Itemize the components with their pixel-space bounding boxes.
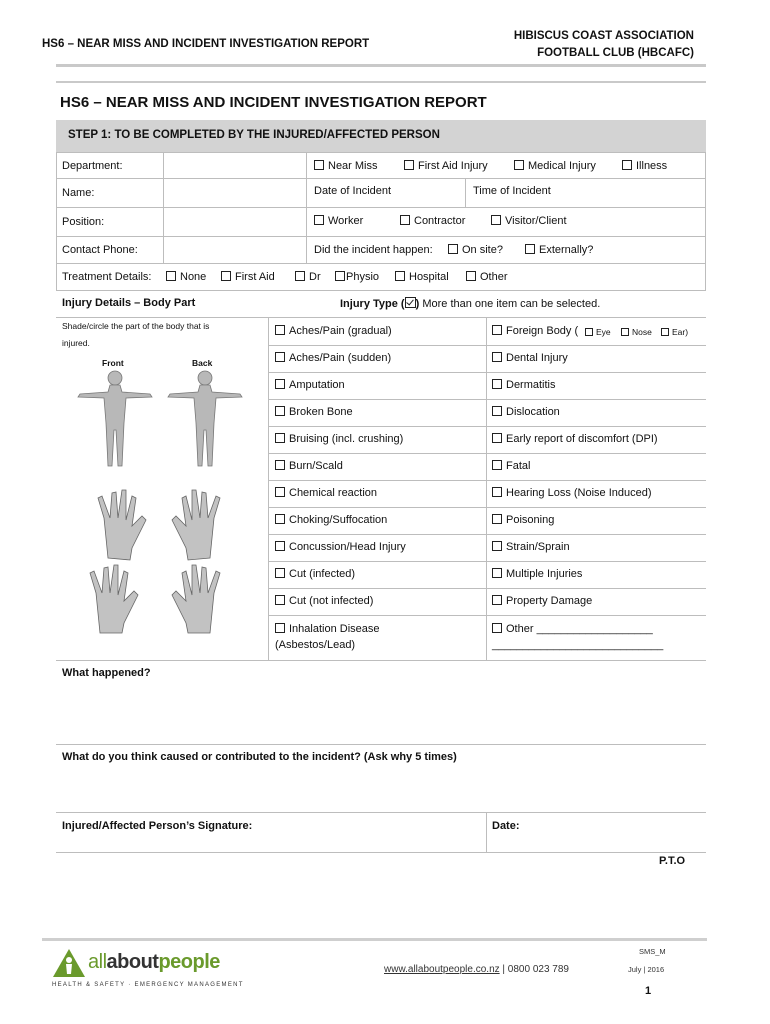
checkbox-icon bbox=[314, 160, 324, 170]
right-injury-3-checkbox[interactable]: Dislocation bbox=[492, 406, 560, 418]
footer-rule bbox=[42, 938, 707, 941]
checkbox-icon bbox=[275, 406, 285, 416]
position-field[interactable] bbox=[164, 208, 305, 235]
left-injury-1-checkbox[interactable]: Aches/Pain (sudden) bbox=[275, 352, 391, 364]
checkbox-icon bbox=[275, 325, 285, 335]
checkbox-icon bbox=[275, 595, 285, 605]
name-label: Name: bbox=[62, 187, 95, 199]
pto-label: P.T.O bbox=[659, 855, 686, 867]
treatment-none-checkbox[interactable]: None bbox=[166, 271, 206, 283]
signature-field[interactable] bbox=[280, 814, 484, 850]
checkbox-icon bbox=[492, 325, 502, 335]
externally-checkbox[interactable]: Externally? bbox=[525, 244, 593, 256]
foreign-body-nose-checkbox[interactable]: Nose bbox=[621, 327, 652, 337]
front-body-figure bbox=[78, 371, 152, 466]
medical-injury-checkbox[interactable]: Medical Injury bbox=[514, 160, 596, 172]
first-aid-injury-checkbox[interactable]: First Aid Injury bbox=[404, 160, 488, 172]
checkbox-icon bbox=[492, 406, 502, 416]
checkbox-icon bbox=[621, 328, 629, 336]
checkbox-icon bbox=[275, 433, 285, 443]
worker-checkbox[interactable]: Worker bbox=[314, 215, 363, 227]
checkbox-icon bbox=[275, 487, 285, 497]
header-rule bbox=[56, 64, 706, 67]
checkbox-icon bbox=[492, 568, 502, 578]
footer-doc-code: SMS_M bbox=[639, 947, 666, 956]
right-injury-11-checkbox[interactable]: Other ___________________ bbox=[492, 623, 653, 635]
treatment-first-aid-checkbox[interactable]: First Aid bbox=[221, 271, 275, 283]
cause-label: What do you think caused or contributed to the incident? (Ask why 5 times) bbox=[62, 751, 457, 763]
signature-label: Injured/Affected Person’s Signature: bbox=[62, 820, 253, 832]
injury-type-heading: Injury Type ( ) More than one item can be selected. bbox=[340, 298, 601, 310]
what-happened-field[interactable] bbox=[58, 684, 704, 742]
left-injury-10-checkbox[interactable]: Cut (not infected) bbox=[275, 595, 373, 607]
left-injury-8-checkbox[interactable]: Concussion/Head Injury bbox=[275, 541, 406, 553]
treatment-physio-checkbox[interactable]: Physio bbox=[335, 271, 379, 283]
checkbox-icon bbox=[275, 352, 285, 362]
injury-instruction-2: injured. bbox=[62, 338, 90, 348]
page-number: 1 bbox=[645, 985, 652, 997]
left-injury-4-checkbox[interactable]: Bruising (incl. crushing) bbox=[275, 433, 403, 445]
date-of-incident-label: Date of Incident bbox=[314, 185, 392, 197]
right-injury-10-checkbox[interactable]: Property Damage bbox=[492, 595, 592, 607]
checkbox-icon bbox=[525, 244, 535, 254]
left-injury-7-checkbox[interactable]: Choking/Suffocation bbox=[275, 514, 387, 526]
checkbox-icon bbox=[166, 271, 176, 281]
checkbox-icon bbox=[400, 215, 410, 225]
checkbox-icon bbox=[221, 271, 231, 281]
date-field[interactable] bbox=[530, 814, 704, 850]
checkbox-icon bbox=[275, 460, 285, 470]
header-rule-2 bbox=[56, 81, 706, 83]
right-injury-9-checkbox[interactable]: Multiple Injuries bbox=[492, 568, 582, 580]
contractor-checkbox[interactable]: Contractor bbox=[400, 215, 465, 227]
left-injury-continuation: (Asbestos/Lead) bbox=[275, 639, 356, 651]
foreign-body-ear-checkbox[interactable]: Ear) bbox=[661, 327, 688, 337]
did-incident-happen-label: Did the incident happen: bbox=[314, 244, 433, 256]
near-miss-checkbox[interactable]: Near Miss bbox=[314, 160, 378, 172]
right-injury-continuation: ____________________________ bbox=[492, 639, 664, 651]
checkbox-icon bbox=[275, 541, 285, 551]
footer-tagline: HEALTH & SAFETY · EMERGENCY MANAGEMENT bbox=[52, 982, 244, 988]
footer-contact: www.allaboutpeople.co.nz | 0800 023 789 bbox=[384, 964, 569, 975]
header-organisation: HIBISCUS COAST ASSOCIATION FOOTBALL CLUB (HBCAFC) bbox=[513, 30, 694, 59]
checkbox-icon bbox=[492, 487, 502, 497]
right-injury-4-checkbox[interactable]: Early report of discomfort (DPI) bbox=[492, 433, 658, 445]
department-field[interactable] bbox=[164, 153, 305, 177]
left-injury-11-checkbox[interactable]: Inhalation Disease bbox=[275, 623, 380, 635]
right-injury-8-checkbox[interactable]: Strain/Sprain bbox=[492, 541, 570, 553]
on-site-checkbox[interactable]: On site? bbox=[448, 244, 503, 256]
checkbox-icon bbox=[314, 215, 324, 225]
checkbox-icon bbox=[622, 160, 632, 170]
right-injury-5-checkbox[interactable]: Fatal bbox=[492, 460, 530, 472]
checkbox-icon bbox=[295, 271, 305, 281]
left-injury-0-checkbox[interactable]: Aches/Pain (gradual) bbox=[275, 325, 392, 337]
foreign-body-eye-checkbox[interactable]: Eye bbox=[585, 327, 611, 337]
treatment-label: Treatment Details: bbox=[62, 271, 152, 283]
treatment-dr-checkbox[interactable]: Dr bbox=[295, 271, 321, 283]
checkbox-icon bbox=[492, 433, 502, 443]
checkbox-icon bbox=[492, 379, 502, 389]
name-field[interactable] bbox=[164, 179, 305, 206]
illness-checkbox[interactable]: Illness bbox=[622, 160, 667, 172]
contact-phone-label: Contact Phone: bbox=[62, 244, 138, 256]
checkbox-icon bbox=[335, 271, 345, 281]
left-injury-2-checkbox[interactable]: Amputation bbox=[275, 379, 345, 391]
right-injury-2-checkbox[interactable]: Dermatitis bbox=[492, 379, 556, 391]
checkbox-icon bbox=[404, 160, 414, 170]
allaboutpeople-logo-icon bbox=[52, 948, 86, 978]
checked-checkbox-icon bbox=[405, 297, 416, 308]
what-happened-label: What happened? bbox=[62, 667, 151, 679]
checkbox-icon bbox=[661, 328, 669, 336]
footer-logo-wordmark: allaboutpeople bbox=[88, 951, 220, 973]
right-injury-7-checkbox[interactable]: Poisoning bbox=[492, 514, 554, 526]
checkbox-icon bbox=[492, 623, 502, 633]
checkbox-icon bbox=[275, 568, 285, 578]
right-injury-0-checkbox[interactable]: Foreign Body ( bbox=[492, 325, 578, 337]
checkbox-icon bbox=[492, 514, 502, 524]
date-label: Date: bbox=[492, 820, 520, 832]
checkbox-icon bbox=[492, 352, 502, 362]
back-body-figure bbox=[168, 371, 242, 466]
contact-phone-field[interactable] bbox=[164, 237, 305, 262]
checkbox-icon bbox=[491, 215, 501, 225]
injury-instruction-1: Shade/circle the part of the body that is bbox=[62, 321, 210, 331]
back-label: Back bbox=[192, 358, 213, 368]
checkbox-icon bbox=[466, 271, 476, 281]
treatment-other-checkbox[interactable]: Other bbox=[466, 271, 508, 283]
left-injury-5-checkbox[interactable]: Burn/Scald bbox=[275, 460, 343, 472]
checkbox-icon bbox=[514, 160, 524, 170]
position-label: Position: bbox=[62, 216, 105, 228]
hands-figure bbox=[90, 490, 220, 633]
checkbox-icon bbox=[395, 271, 405, 281]
left-injury-6-checkbox[interactable]: Chemical reaction bbox=[275, 487, 377, 499]
footer-doc-date: July | 2016 bbox=[628, 965, 665, 974]
checkbox-icon bbox=[492, 541, 502, 551]
time-of-incident-label: Time of Incident bbox=[473, 185, 551, 197]
checkbox-icon bbox=[492, 595, 502, 605]
step1-banner: STEP 1: TO BE COMPLETED BY THE INJURED/AFFECTED PERSON bbox=[56, 120, 706, 152]
cause-field[interactable] bbox=[58, 768, 704, 810]
header-title: HS6 – NEAR MISS AND INCIDENT INVESTIGATION REPORT bbox=[42, 38, 370, 50]
front-label: Front bbox=[102, 358, 124, 368]
treatment-hospital-checkbox[interactable]: Hospital bbox=[395, 271, 449, 283]
checkbox-icon bbox=[275, 623, 285, 633]
injury-details-heading: Injury Details – Body Part bbox=[62, 297, 196, 309]
footer-website-link[interactable]: www.allaboutpeople.co.nz bbox=[384, 964, 500, 975]
department-label: Department: bbox=[62, 160, 123, 172]
right-injury-1-checkbox[interactable]: Dental Injury bbox=[492, 352, 568, 364]
visitor-client-checkbox[interactable]: Visitor/Client bbox=[491, 215, 567, 227]
body-diagram[interactable] bbox=[60, 368, 260, 638]
checkbox-icon bbox=[492, 460, 502, 470]
checkbox-icon bbox=[275, 379, 285, 389]
checkbox-icon bbox=[585, 328, 593, 336]
checkbox-icon bbox=[448, 244, 458, 254]
left-injury-3-checkbox[interactable]: Broken Bone bbox=[275, 406, 353, 418]
left-injury-9-checkbox[interactable]: Cut (infected) bbox=[275, 568, 355, 580]
checkbox-icon bbox=[275, 514, 285, 524]
right-injury-6-checkbox[interactable]: Hearing Loss (Noise Induced) bbox=[492, 487, 652, 499]
page-title: HS6 – NEAR MISS AND INCIDENT INVESTIGATION REPORT bbox=[60, 94, 487, 111]
